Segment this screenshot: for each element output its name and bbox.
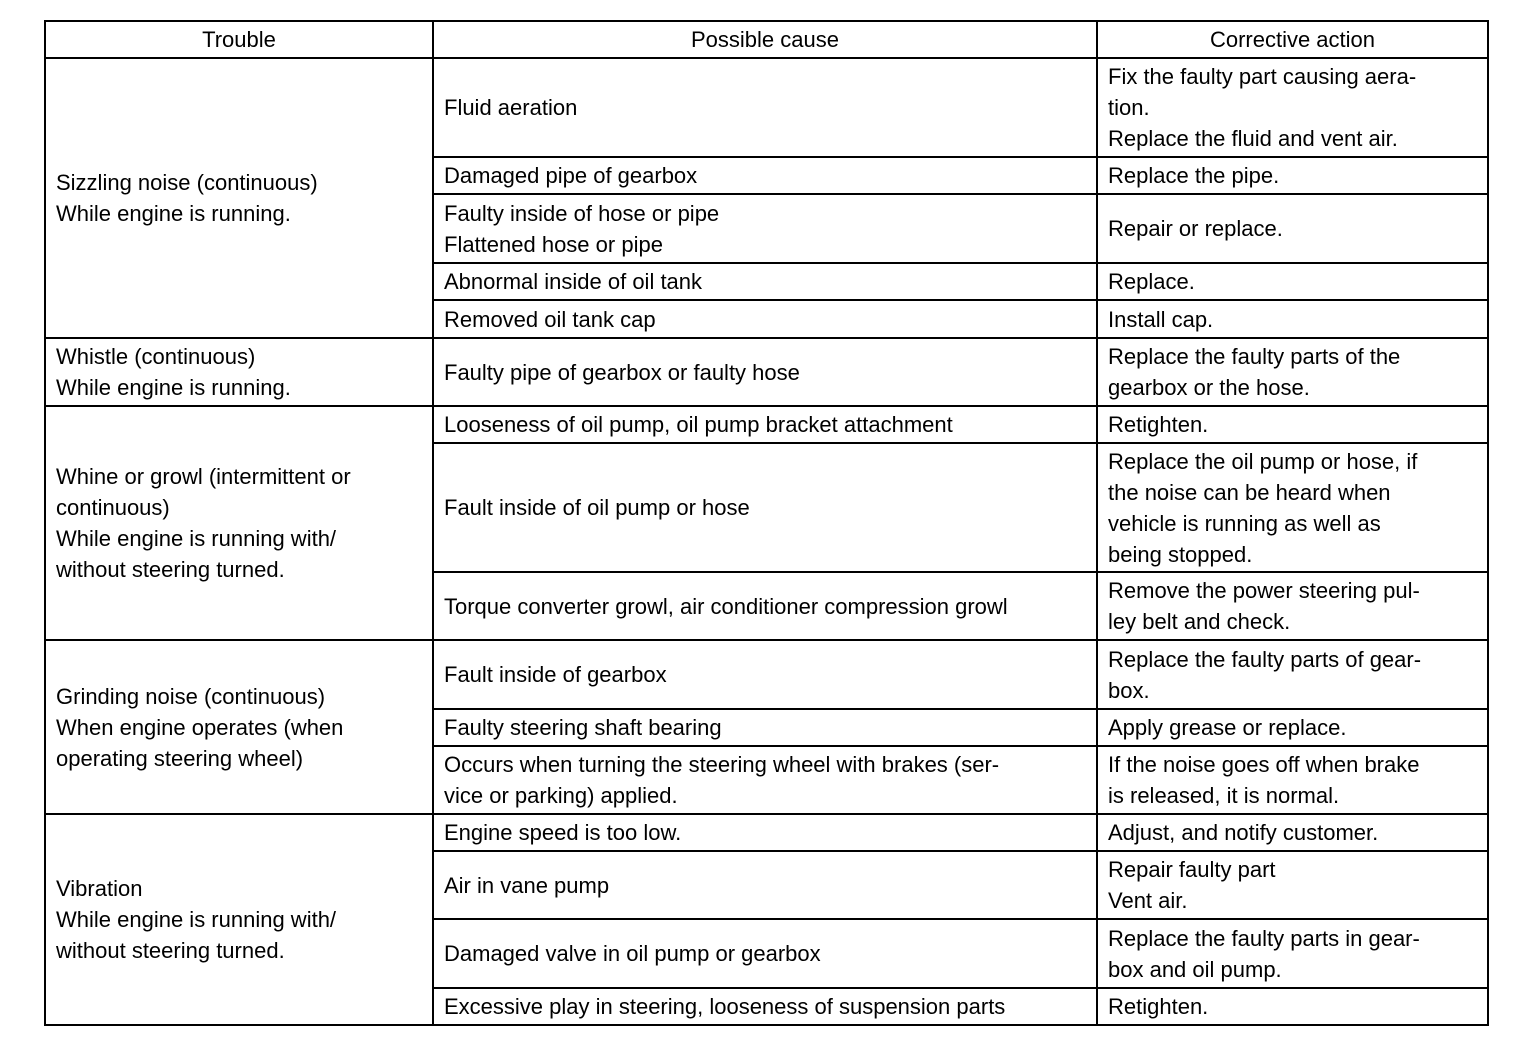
cause-cell: Fault inside of oil pump or hose <box>433 443 1097 572</box>
action-cell: Replace the faulty parts of the gearbox or the hose. <box>1097 338 1488 406</box>
action-cell: Replace the pipe. <box>1097 157 1488 194</box>
cause-cell: Faulty pipe of gearbox or faulty hose <box>433 338 1097 406</box>
cause-cell: Fluid aeration <box>433 58 1097 157</box>
cause-cell: Damaged pipe of gearbox <box>433 157 1097 194</box>
cause-cell: Engine speed is too low. <box>433 814 1097 851</box>
action-cell: Retighten. <box>1097 406 1488 443</box>
trouble-cell: Vibration While engine is running with/ without steering turned. <box>45 814 433 1025</box>
action-cell: Adjust, and notify customer. <box>1097 814 1488 851</box>
table-row <box>45 58 1488 157</box>
trouble-cell: Whistle (continuous) While engine is running. <box>45 338 433 406</box>
cause-cell: Torque converter growl, air conditioner compression growl <box>433 572 1097 640</box>
trouble-cell: Grinding noise (continuous) When engine operates (when operating steering wheel) <box>45 640 433 814</box>
trouble-cell: Whine or growl (intermittent or continuous) While engine is running with/ without steering turned. <box>45 406 433 640</box>
troubleshooting-table <box>44 20 1489 1026</box>
action-cell: Replace the oil pump or hose, if the noise can be heard when vehicle is running as well as being stopped. <box>1097 443 1488 572</box>
cause-cell: Damaged valve in oil pump or gearbox <box>433 919 1097 988</box>
action-cell: Remove the power steering pul- ley belt and check. <box>1097 572 1488 640</box>
table-row <box>45 640 1488 709</box>
cause-cell: Excessive play in steering, looseness of suspension parts <box>433 988 1097 1025</box>
cause-cell: Looseness of oil pump, oil pump bracket attachment <box>433 406 1097 443</box>
header-trouble: Trouble <box>45 21 433 58</box>
cause-cell: Faulty steering shaft bearing <box>433 709 1097 746</box>
table-row <box>45 406 1488 443</box>
header-row <box>45 21 1488 58</box>
action-cell: Replace. <box>1097 263 1488 300</box>
table-row <box>45 814 1488 851</box>
cause-cell: Abnormal inside of oil tank <box>433 263 1097 300</box>
cause-cell: Occurs when turning the steering wheel with brakes (ser- vice or parking) applied. <box>433 746 1097 814</box>
cause-cell: Fault inside of gearbox <box>433 640 1097 709</box>
action-cell: Replace the faulty parts of gear- box. <box>1097 640 1488 709</box>
cause-cell: Removed oil tank cap <box>433 300 1097 338</box>
action-cell: Retighten. <box>1097 988 1488 1025</box>
action-cell: Repair or replace. <box>1097 194 1488 263</box>
cause-cell: Faulty inside of hose or pipe Flattened hose or pipe <box>433 194 1097 263</box>
header-corrective-action: Corrective action <box>1097 21 1488 58</box>
cause-cell: Air in vane pump <box>433 851 1097 919</box>
action-cell: Replace the faulty parts in gear- box and oil pump. <box>1097 919 1488 988</box>
table-row <box>45 338 1488 406</box>
trouble-cell: Sizzling noise (continuous) While engine is running. <box>45 58 433 338</box>
action-cell: Install cap. <box>1097 300 1488 338</box>
action-cell: Apply grease or replace. <box>1097 709 1488 746</box>
action-cell: Repair faulty part Vent air. <box>1097 851 1488 919</box>
action-cell: If the noise goes off when brake is released, it is normal. <box>1097 746 1488 814</box>
header-possible-cause: Possible cause <box>433 21 1097 58</box>
action-cell: Fix the faulty part causing aera- tion. Replace the fluid and vent air. <box>1097 58 1488 157</box>
